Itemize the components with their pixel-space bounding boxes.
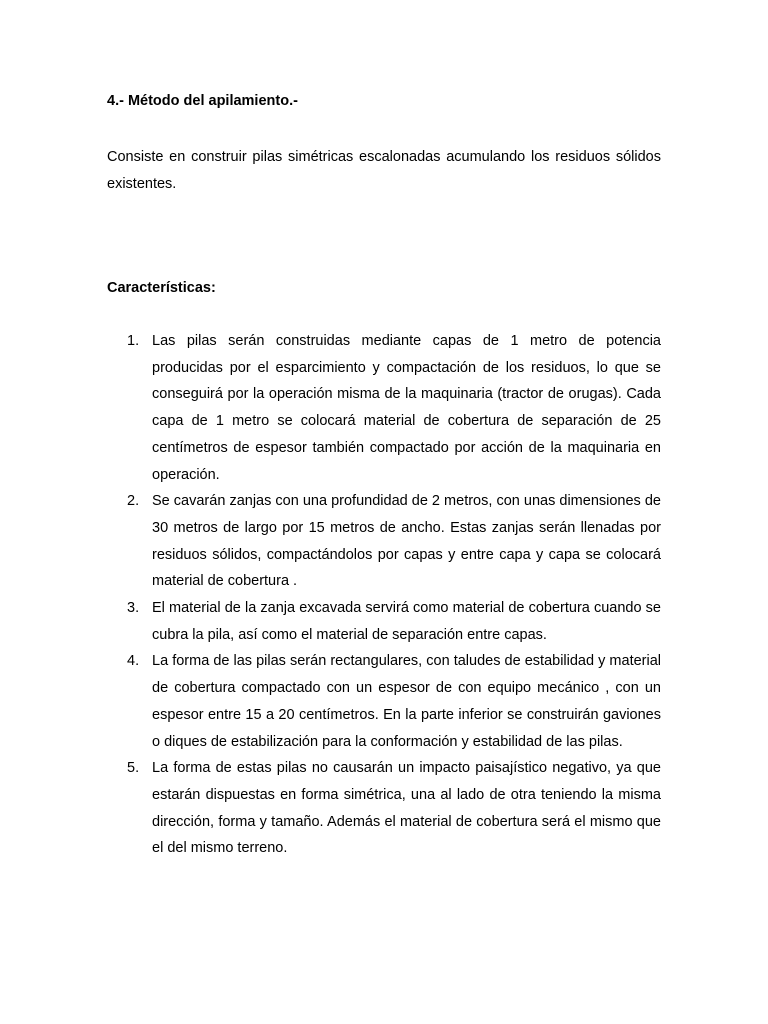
list-item-text: La forma de las pilas serán rectangulares, con taludes de estabilidad y material de cobertura compactado con un espesor de con equipo mecánico , con un espesor entre 15 a 20 centímetros. En la parte inferior se construirán gaviones o diques de estabilización para la conformación y estabilidad de las pilas.: [152, 653, 661, 750]
characteristics-list: [107, 328, 661, 862]
list-item-number: 1.: [127, 333, 140, 349]
list-item-number: 3.: [127, 600, 140, 617]
characteristics-heading: Características:: [107, 280, 216, 296]
list-item: [107, 328, 661, 488]
list-item: [107, 755, 661, 862]
list-item-text: Se cavarán zanjas con una profundidad de 2 metros, con unas dimensiones de 30 metros de largo por 15 metros de ancho. Estas zanjas serán llenadas por residuos sólidos, compactándolos por capas y entre capa y capa se colocará material de cobertura .: [152, 493, 661, 590]
list-item: [107, 648, 661, 755]
list-item-number: 2.: [127, 493, 140, 510]
list-item-text: El material de la zanja excavada servirá como material de cobertura cuando se cubra la pila, así como el material de separación entre capas.: [152, 600, 661, 643]
section-heading: 4.- Método del apilamiento.-: [107, 93, 298, 109]
list-item: [107, 488, 661, 595]
list-item-number: 5.: [127, 760, 140, 777]
list-item-number: 4.: [127, 653, 140, 670]
list-item: [107, 595, 661, 648]
list-item-text: Las pilas serán construidas mediante capas de 1 metro de potencia producidas por el esparcimiento y compactación de los residuos, lo que se conseguirá por la operación misma de la maquinaria (tractor de orugas). Cada capa de 1 metro se colocará material de cobertura de separación de 25 centímetros de espesor también compactado por acción de la maquinaria en operación.: [152, 333, 661, 483]
intro-paragraph: Consiste en construir pilas simétricas escalonadas acumulando los residuos sólidos existentes.: [107, 149, 661, 192]
list-item-text: La forma de estas pilas no causarán un impacto paisajístico negativo, ya que estarán dispuestas en forma simétrica, una al lado de otra teniendo la misma dirección, forma y tamaño. Además el material de cobertura será el mismo que el del mismo terreno.: [152, 760, 661, 857]
